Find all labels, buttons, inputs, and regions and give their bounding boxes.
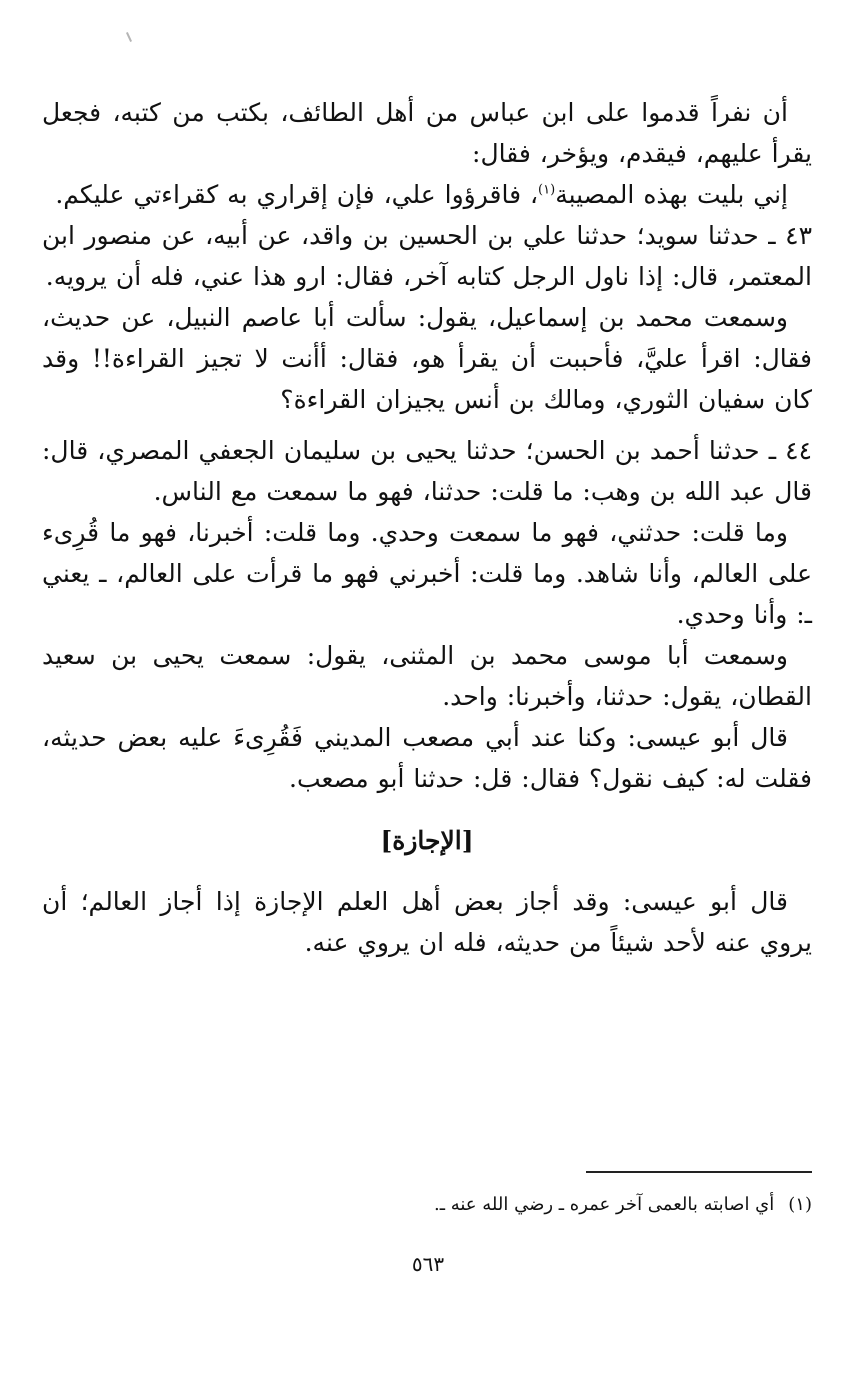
- footnote: [42, 1192, 812, 1218]
- page-number: ٥٦٣: [411, 1252, 445, 1276]
- paragraph-abu-asim: وسمعت محمد بن إسماعيل، يقول: سألت أبا عاصم النبيل، عن حديث، فقال: اقرأ عليَّ، فأحببت أن يقرأ هو، فقال: أأنت لا تجيز القراءة!! وقد كان سفيان الثوري، ومالك بن أنس يجيزان القراءة؟: [42, 303, 812, 414]
- paragraph-ijaza: قال أبو عيسى: وقد أجاز بعض أهل العلم الإجازة إذا أجاز العالم؛ أن يروي عنه لأحد شيئاً من حديثه، فله ان يروي عنه.: [42, 887, 812, 957]
- hadith-43: ٤٣ ـ حدثنا سويد؛ حدثنا علي بن الحسين بن واقد، عن أبيه، عن منصور ابن المعتمر، قال: إذا ناول الرجل كتابه آخر، فقال: ارو هذا عني، فله أن يرويه.: [42, 221, 812, 291]
- paragraph-2-text: إني بليت بهذه المصيبة: [555, 180, 788, 209]
- paragraph-abu-musa: وسمعت أبا موسى محمد بن المثنى، يقول: سمعت يحيى بن سعيد القطان، يقول: حدثنا، وأخبرنا: واحد.: [42, 641, 812, 711]
- footnote-reference[interactable]: (١): [538, 182, 556, 198]
- footnote-marker: (١): [788, 1194, 812, 1215]
- paragraph-haddathani: وما قلت: حدثني، فهو ما سمعت وحدي. وما قلت: أخبرنا، فهو ما قُرِىء على العالم، وأنا شاهد. وما قلت: أخبرني فهو ما قرأت على العالم، ـ يعني ـ: وأنا وحدي.: [42, 518, 812, 629]
- paragraph-abu-musab: قال أبو عيسى: وكنا عند أبي مصعب المديني فَقُرِىءَ عليه بعض حديثه، فقلت له: كيف نقول؟ فقال: قل: حدثنا أبو مصعب.: [42, 723, 812, 793]
- footnote-divider: [586, 1171, 812, 1173]
- paragraph-2-continuation: ، فاقرؤوا علي، فإن إقراري به كقراءتي عليكم.: [55, 180, 539, 209]
- paragraph-2: [42, 174, 812, 215]
- main-text: [42, 92, 812, 963]
- hadith-44: ٤٤ ـ حدثنا أحمد بن الحسن؛ حدثنا يحيى بن سليمان الجعفي المصري، قال: قال عبد الله بن وهب: ما قلت: حدثنا، فهو ما سمعت مع الناس.: [42, 436, 812, 506]
- section-heading-ijaza: [الإجازة]: [380, 826, 474, 855]
- paragraph-1: أن نفراً قدموا على ابن عباس من أهل الطائف، بكتب من كتبه، فجعل يقرأ عليهم، فيقدم، ويؤخر، فقال:: [42, 98, 812, 168]
- footnote-text: أي اصابته بالعمى آخر عمره ـ رضي الله عنه ـ.: [434, 1194, 775, 1215]
- scan-speck: [126, 32, 132, 42]
